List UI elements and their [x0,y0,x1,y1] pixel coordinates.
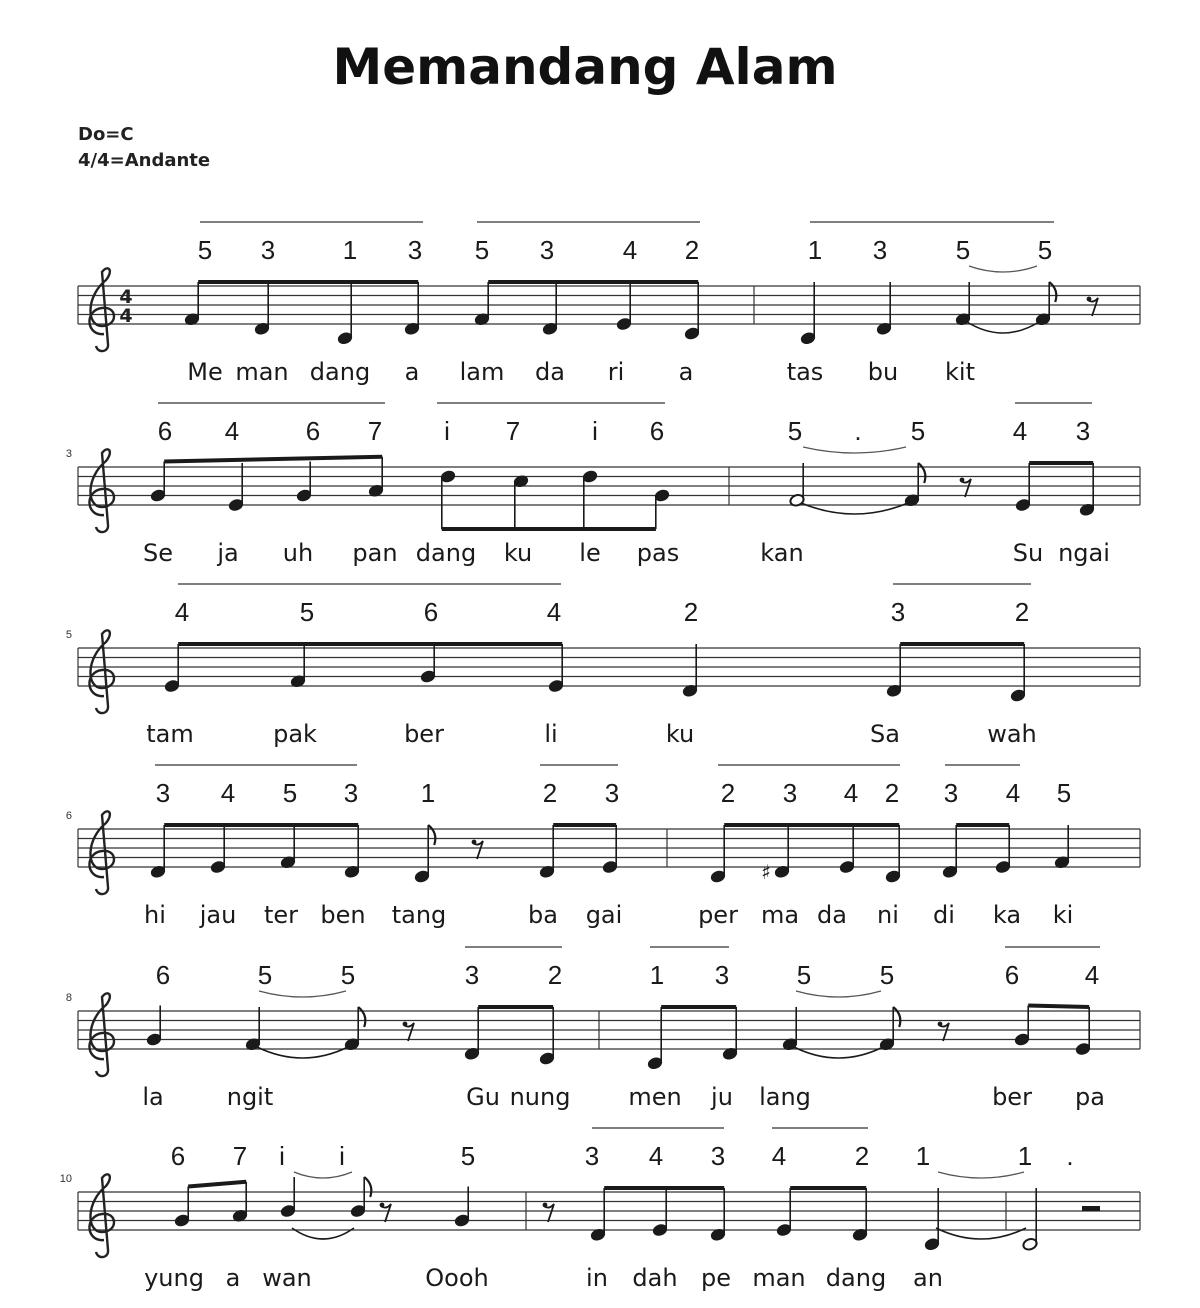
numbered-note: 5 [340,960,356,990]
lyric-syllable: pan [352,539,398,567]
music-system [66,403,1140,567]
measure-number: 6 [65,810,72,822]
numbered-note: 1 [1017,1141,1033,1171]
numbered-note: 5 [197,235,213,265]
numbered-note: 2 [547,960,563,990]
numbered-note: 1 [649,960,665,990]
music-system [66,765,1140,929]
numbered-note: 1 [915,1141,931,1171]
lyric-syllable: dang [415,539,477,567]
numbered-note: . [1066,1141,1074,1171]
key-signature-label: Do=C [78,124,134,145]
numbered-note: i [444,416,450,446]
lyric-syllable: men [628,1083,682,1111]
eighth-rest-dot [472,840,477,845]
eighth-rest-dot [380,1203,385,1208]
numbered-note: 3 [407,235,423,265]
numbered-note: 3 [943,778,959,808]
numbered-note: 2 [1014,597,1030,627]
numbered-note: 3 [782,778,798,808]
lyric-syllable: dang [825,1264,887,1292]
numbered-note: 3 [890,597,906,627]
treble-clef-icon [89,993,114,1076]
numbered-note: 7 [232,1141,248,1171]
treble-clef-icon [89,449,114,532]
lyric-syllable: la [142,1083,164,1111]
numbered-note: i [592,416,598,446]
lyric-syllable: Sa [870,720,900,748]
numbered-note: 1 [342,235,358,265]
numbered-note: 6 [423,597,439,627]
eighth-rest-dot [543,1203,548,1208]
number-slur [803,447,906,453]
staff [78,829,1140,867]
eighth-rest-dot [1087,297,1092,302]
staff [78,1011,1140,1049]
lyric-syllable: an [913,1264,943,1292]
numbered-note: 4 [1005,778,1021,808]
numbered-note: 6 [170,1141,186,1171]
lyric-syllable: ja [217,539,239,567]
numbered-note: 3 [260,235,276,265]
lyric-syllable: uh [282,539,314,567]
eighth-rest-dot [938,1022,943,1027]
lyric-syllable: kit [945,358,975,386]
numbered-note: 6 [1004,960,1020,990]
lyric-syllable: ben [320,901,366,929]
numbered-note: 5 [1037,235,1053,265]
measure-number: 3 [65,448,72,460]
lyric-syllable: yung [144,1264,204,1292]
numbered-note: 5 [787,416,803,446]
staff [78,286,1140,324]
numbered-note: 7 [367,416,383,446]
lyric-syllable: gai [585,901,623,929]
numbered-note: 6 [649,416,665,446]
numbered-note: 2 [884,778,900,808]
number-slur [938,1172,1024,1178]
eighth-rest-dot [960,478,965,483]
number-slur [969,266,1037,272]
lyric-syllable: ngai [1058,539,1110,567]
numbered-note: 4 [1012,416,1028,446]
lyric-syllable: lam [459,358,505,386]
lyric-syllable: ki [1052,901,1074,929]
numbered-note: 2 [684,235,700,265]
numbered-note: 5 [910,416,926,446]
lyric-syllable: lang [759,1083,811,1111]
music-system [78,222,1140,386]
measure-number: 10 [59,1173,72,1185]
lyric-syllable: ku [665,720,695,748]
lyric-syllable: tam [146,720,194,748]
lyric-syllable: per [698,901,738,929]
measure-number: 8 [65,992,72,1004]
lyric-syllable: ngit [226,1083,274,1111]
numbered-note: 4 [622,235,638,265]
numbered-note: 1 [807,235,823,265]
lyric-syllable: in [586,1264,608,1292]
lyric-syllable: wan [262,1264,312,1292]
lyric-syllable: da [535,358,565,386]
eighth-flag [358,1007,365,1027]
lyric-syllable: man [752,1264,806,1292]
numbered-note: 2 [542,778,558,808]
eighth-flag [364,1177,371,1197]
treble-clef-icon [89,1174,114,1257]
lyric-syllable: tang [391,901,447,929]
lyric-syllable: dang [309,358,371,386]
numbered-note: 4 [546,597,562,627]
lyric-syllable: Oooh [425,1264,489,1292]
numbered-note: 3 [343,778,359,808]
lyric-syllable: a [225,1264,241,1292]
measure-number: 5 [65,629,72,641]
lyric-syllable: ma [760,901,800,929]
lyric-syllable: Su [1012,539,1044,567]
lyric-syllable: ka [992,901,1022,929]
lyric-syllable: ter [263,901,299,929]
numbered-note: 4 [843,778,859,808]
lyric-syllable: di [933,901,955,929]
song-title: Memandang Alam [332,38,838,96]
eighth-flag [893,1007,900,1027]
lyric-syllable: hi [144,901,166,929]
lyric-syllable: Gu [466,1083,500,1111]
numbered-note: 3 [539,235,555,265]
beam [1028,1006,1089,1008]
numbered-note: 6 [305,416,321,446]
numbered-note: 5 [879,960,895,990]
lyric-syllable: Me [187,358,223,386]
numbered-note: i [339,1141,345,1171]
numbered-note: 2 [854,1141,870,1171]
lyric-syllable: ber [404,720,444,748]
lyric-syllable: da [817,901,847,929]
staff [78,648,1140,686]
lyric-syllable: ju [711,1083,733,1111]
numbered-note: 5 [460,1141,476,1171]
numbered-note: i [279,1141,285,1171]
lyric-syllable: pak [273,720,317,748]
eighth-flag [1049,282,1056,302]
number-slur [796,991,881,997]
numbered-note: 1 [420,778,436,808]
lyric-syllable: nung [509,1083,571,1111]
lyric-syllable: li [544,720,558,748]
music-system [66,947,1140,1111]
tempo-label: 4/4=Andante [78,150,211,171]
lyric-syllable: ni [877,901,899,929]
numbered-note: 3 [604,778,620,808]
beam [188,1182,246,1187]
numbered-note: 2 [683,597,699,627]
lyric-syllable: dah [632,1264,678,1292]
time-signature-digit: 4 [119,286,133,308]
lyric-syllable: a [404,358,420,386]
numbered-note: 6 [155,960,171,990]
lyric-syllable: ba [528,901,558,929]
treble-clef-icon [89,268,114,351]
numbered-note: 3 [872,235,888,265]
eighth-flag [918,463,925,483]
lyric-syllable: kan [760,539,804,567]
numbered-note: 2 [720,778,736,808]
lyric-syllable: wah [987,720,1037,748]
numbered-note: 5 [474,235,490,265]
lyric-syllable: ku [503,539,533,567]
numbered-note: 5 [796,960,812,990]
numbered-note: 3 [714,960,730,990]
treble-clef-icon [89,811,114,894]
numbered-note: 4 [220,778,236,808]
numbered-note: 5 [299,597,315,627]
music-system [66,584,1140,748]
numbered-note: 5 [257,960,273,990]
eighth-flag [428,825,435,845]
lyric-syllable: ri [607,358,625,386]
numbered-note: 5 [282,778,298,808]
treble-clef-icon [89,630,114,713]
numbered-note: 4 [771,1141,787,1171]
lyric-syllable: a [678,358,694,386]
numbered-note: 6 [157,416,173,446]
numbered-note: 7 [505,416,521,446]
numbered-note: 3 [710,1141,726,1171]
lyric-syllable: tas [786,358,824,386]
half-rest-icon [1082,1206,1100,1211]
numbered-note: 5 [1056,778,1072,808]
lyric-syllable: bu [867,358,899,386]
lyric-syllable: Se [143,539,173,567]
lyric-syllable: le [579,539,601,567]
sharp-icon: ♯ [761,859,771,884]
lyric-syllable: pas [636,539,680,567]
lyric-syllable: man [235,358,289,386]
lyric-syllable: jau [199,901,237,929]
numbered-note: 4 [648,1141,664,1171]
lyric-syllable: pa [1075,1083,1105,1111]
time-signature-digit: 4 [119,305,133,327]
numbered-note: 3 [584,1141,600,1171]
music-system [60,1128,1140,1292]
lyric-syllable: ber [992,1083,1032,1111]
numbered-note: 3 [1075,416,1091,446]
numbered-note: 4 [224,416,240,446]
beam [164,457,382,462]
numbered-note: . [854,416,862,446]
number-slur [259,991,346,997]
numbered-note: 4 [174,597,190,627]
eighth-rest-dot [403,1022,408,1027]
numbered-note: 5 [955,235,971,265]
number-slur [294,1172,352,1178]
numbered-note: 3 [464,960,480,990]
lyric-syllable: pe [701,1264,731,1292]
numbered-note: 3 [155,778,171,808]
numbered-note: 4 [1084,960,1100,990]
